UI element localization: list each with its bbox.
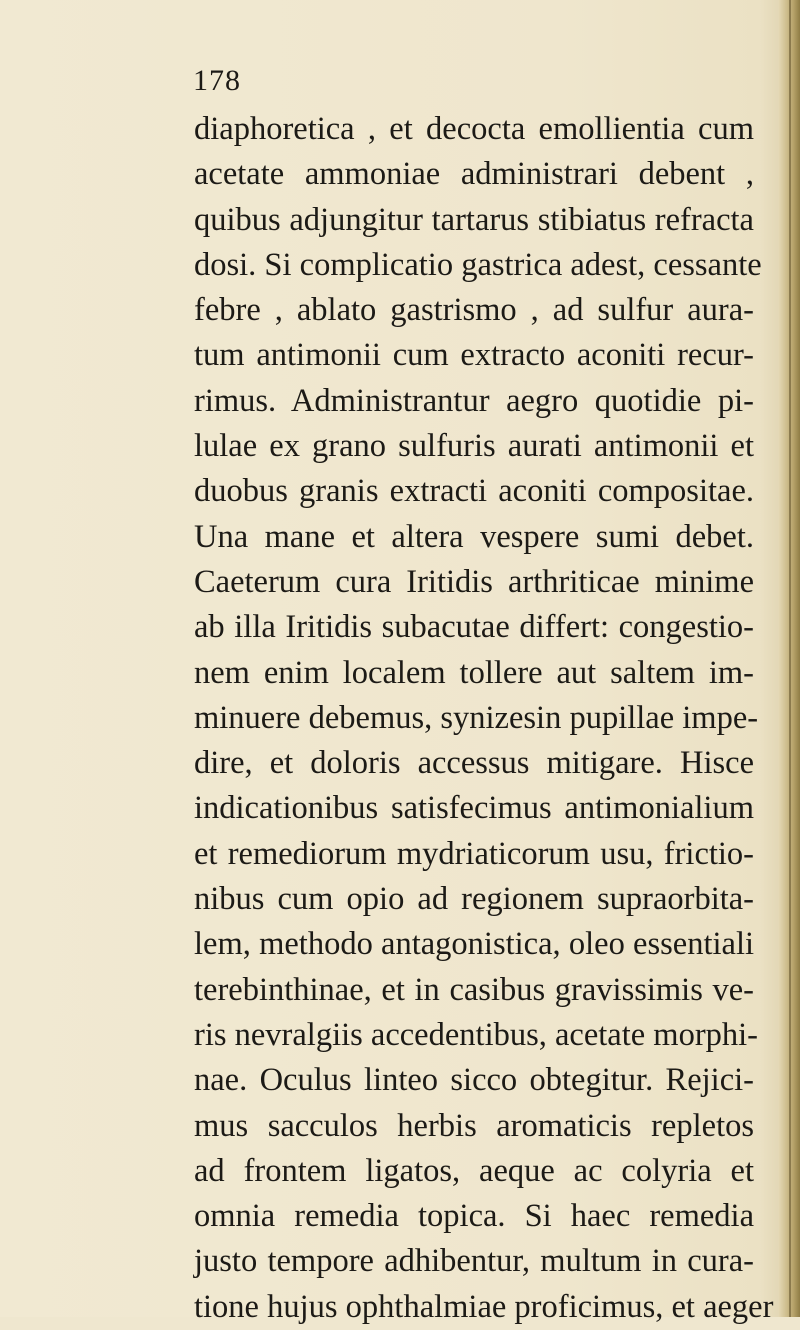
text-line: nibus cum opio ad regionem supraorbita- <box>194 881 754 918</box>
text-line: omnia remedia topica. Si haec remedia <box>194 1198 754 1235</box>
text-line: lem, methodo antagonistica, oleo essentiali <box>194 926 754 963</box>
text-line: duobus granis extracti aconiti compositae. <box>194 473 754 510</box>
text-line: mus sacculos herbis aromaticis repletos <box>194 1107 754 1144</box>
text-line: ab illa Iritidis subacutae differt: congestio- <box>194 609 754 646</box>
text-line: ad frontem ligatos, aeque ac colyria et <box>194 1152 754 1189</box>
text-line: indicationibus satisfecimus antimonialium <box>194 790 754 827</box>
text-line: justo tempore adhibentur, multum in cura- <box>194 1243 754 1280</box>
text-line: tum antimonii cum extracto aconiti recur- <box>194 337 754 374</box>
text-line: nem enim localem tollere aut saltem im- <box>194 654 754 691</box>
text-line: Caeterum cura Iritidis arthriticae minime <box>194 563 754 600</box>
text-line: dosi. Si complicatio gastrica adest, cessante <box>194 246 762 283</box>
text-line: tione hujus ophthalmiae proficimus, et aeger <box>194 1288 774 1325</box>
text-line: rimus. Administrantur aegro quotidie pi- <box>194 382 754 419</box>
text-line: lulae ex grano sulfuris aurati antimonii et <box>194 428 754 465</box>
text-line: dire, et doloris accessus mitigare. Hisce <box>194 745 754 782</box>
text-line: diaphoretica , et decocta emollientia cum <box>194 111 754 147</box>
text-line: acetate ammoniae administrari debent , <box>194 156 754 193</box>
text-line: quibus adjungitur tartarus stibiatus refracta <box>194 201 754 238</box>
text-line: Una mane et altera vespere sumi debet. <box>194 518 754 555</box>
text-line: terebinthinae, et in casibus gravissimis ve- <box>194 971 754 1008</box>
body-text <box>194 107 774 1330</box>
text-line: minuere debemus, synizesin pupillae impe- <box>194 699 759 736</box>
text-line: et remediorum mydriaticorum usu, frictio- <box>194 835 754 872</box>
text-line: ris nevralgiis accedentibus, acetate morphi- <box>194 1016 759 1053</box>
text-line: nae. Oculus linteo sicco obtegitur. Rejici- <box>194 1062 754 1099</box>
text-line: febre , ablato gastrismo , ad sulfur aura- <box>194 292 754 329</box>
page-edge-line <box>789 0 791 1317</box>
page-number: 178 <box>193 64 241 97</box>
